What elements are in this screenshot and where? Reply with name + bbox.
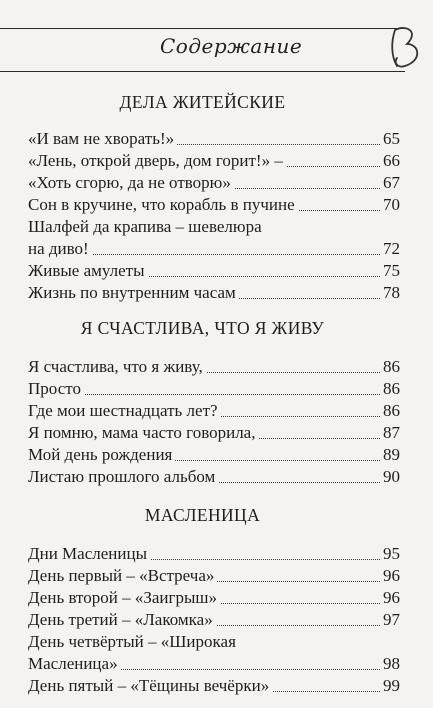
entry-page: 89 — [380, 444, 400, 466]
toc-entry[interactable] — [28, 150, 400, 172]
toc-entry[interactable] — [28, 543, 400, 565]
toc-entry[interactable] — [28, 400, 400, 422]
entry-page: 96 — [380, 587, 400, 609]
entry-title: Живые амулеты — [28, 260, 148, 282]
toc-entry[interactable] — [28, 238, 400, 260]
entry-title: Просто — [28, 378, 84, 400]
monogram-icon — [385, 22, 425, 72]
toc-entry[interactable] — [28, 587, 400, 609]
toc-entry[interactable] — [28, 444, 400, 466]
toc-entry[interactable] — [28, 675, 400, 697]
toc-entry[interactable] — [28, 128, 400, 150]
entry-page: 90 — [380, 466, 400, 488]
entry-page: 86 — [380, 378, 400, 400]
toc-entry[interactable] — [28, 356, 400, 378]
entry-title: на диво! — [28, 238, 92, 260]
entry-title: Масленица» — [28, 653, 121, 675]
entry-title: «Хоть сгорю, да не отворю» — [28, 172, 234, 194]
entry-page: 75 — [380, 260, 400, 282]
entry-page: 99 — [380, 675, 400, 697]
entry-page: 70 — [380, 194, 400, 216]
toc-entry[interactable] — [28, 378, 400, 400]
entry-title: Я счастлива, что я живу, — [28, 356, 206, 378]
entry-title: День второй – «Заигрыш» — [28, 587, 220, 609]
page-header — [0, 0, 433, 80]
entry-title: Шалфей да крапива – шевелюра — [28, 216, 265, 238]
section-title-maslenitsa: МАСЛЕНИЦА — [144, 505, 261, 525]
section-title-dela: ДЕЛА ЖИТЕЙСКИЕ — [119, 92, 286, 112]
entry-page: 66 — [380, 150, 400, 172]
entry-title: Листаю прошлого альбом — [28, 466, 218, 488]
entry-page: 65 — [380, 128, 400, 150]
page-title: Содержание — [160, 34, 303, 58]
entry-page: 72 — [380, 238, 400, 260]
entry-page: 86 — [380, 356, 400, 378]
entry-title: День третий – «Лакомка» — [28, 609, 216, 631]
entry-page: 95 — [380, 543, 400, 565]
header-rule-bottom — [0, 71, 405, 72]
toc-entry[interactable] — [28, 282, 400, 304]
entry-page: 67 — [380, 172, 400, 194]
toc-entry[interactable] — [28, 260, 400, 282]
toc-entry[interactable] — [28, 194, 400, 216]
toc-entry[interactable] — [28, 565, 400, 587]
section-title-schastliva: Я СЧАСТЛИВА, ЧТО Я ЖИВУ — [80, 318, 325, 338]
entry-title: Мой день рождения — [28, 444, 175, 466]
entry-title: Жизнь по внутренним часам — [28, 282, 239, 304]
toc-entry[interactable] — [28, 466, 400, 488]
toc-entry[interactable] — [28, 609, 400, 631]
entry-page: 97 — [380, 609, 400, 631]
entry-page: 98 — [380, 653, 400, 675]
header-rule-top — [0, 28, 405, 29]
monogram-stroke — [392, 28, 417, 67]
entry-title: День четвёртый – «Широкая — [28, 631, 239, 653]
toc-entry[interactable] — [28, 172, 400, 194]
entry-title: Я помню, мама часто говорила, — [28, 422, 258, 444]
toc-entry[interactable] — [28, 653, 400, 675]
entry-title: «Лень, открой дверь, дом горит!» – — [28, 150, 286, 172]
entry-page: 86 — [380, 400, 400, 422]
entry-title: «И вам не хворать!» — [28, 128, 177, 150]
entry-title: Дни Масленицы — [28, 543, 150, 565]
toc-entry[interactable] — [28, 631, 400, 653]
toc-entry[interactable] — [28, 422, 400, 444]
toc-entry[interactable] — [28, 216, 400, 238]
entry-title: Сон в кручине, что корабль в пучине — [28, 194, 298, 216]
entry-title: День пятый – «Тёщины вечёрки» — [28, 675, 272, 697]
entry-title: Где мои шестнадцать лет? — [28, 400, 221, 422]
entry-page: 96 — [380, 565, 400, 587]
entry-page: 78 — [380, 282, 400, 304]
entry-title: День первый – «Встреча» — [28, 565, 217, 587]
entry-page: 87 — [380, 422, 400, 444]
